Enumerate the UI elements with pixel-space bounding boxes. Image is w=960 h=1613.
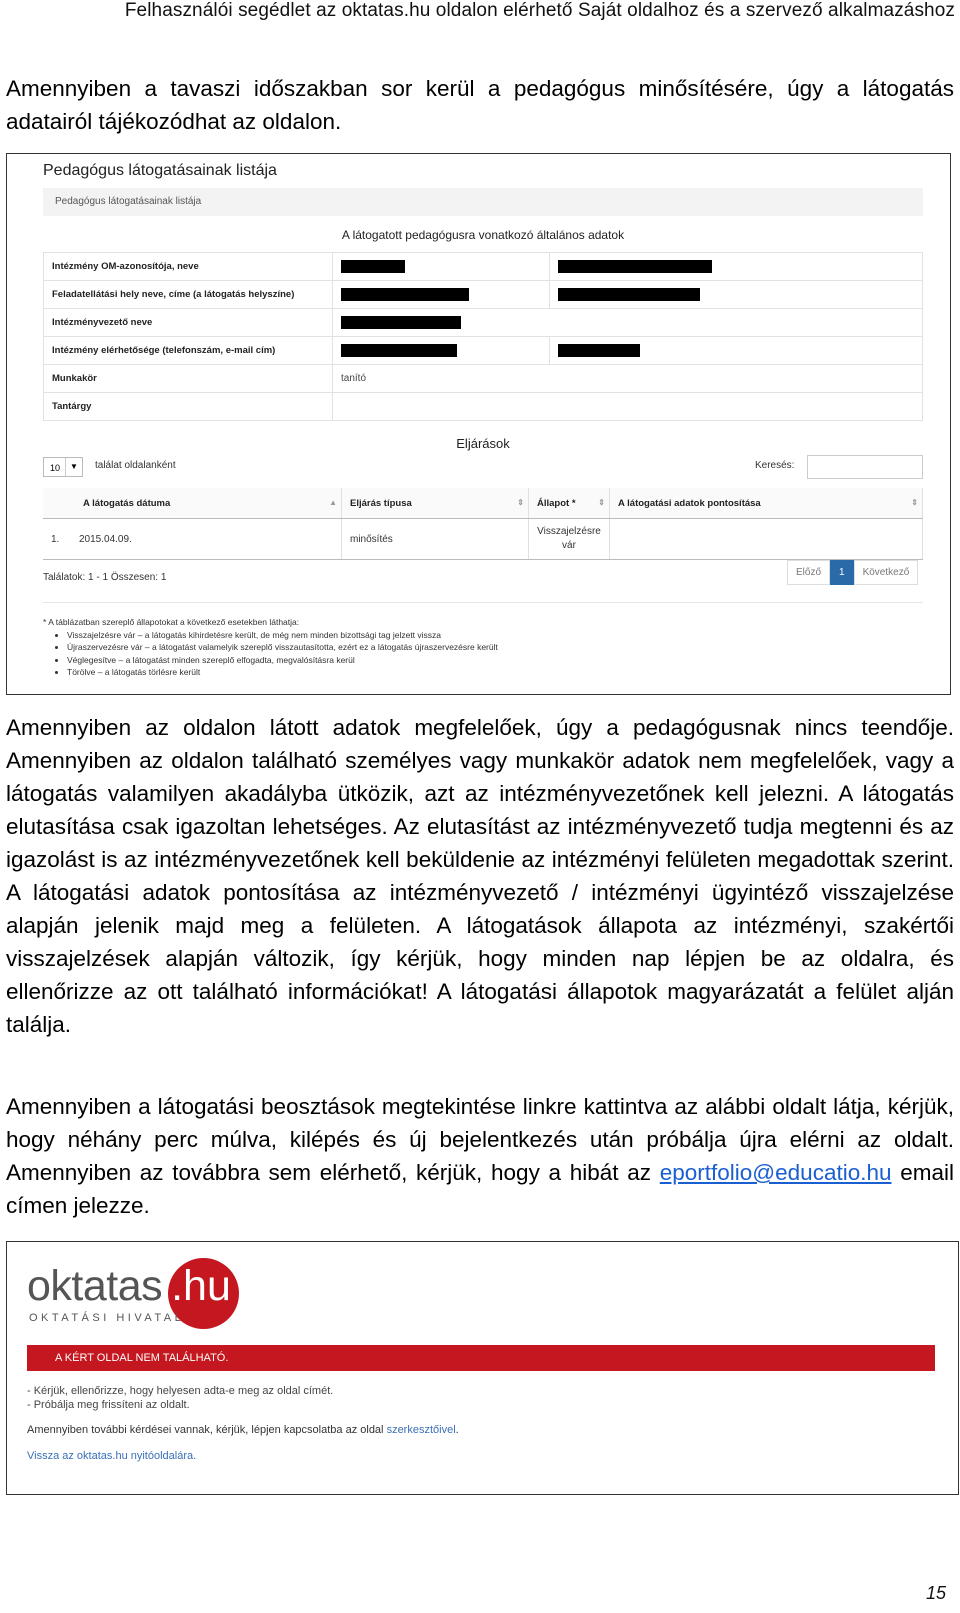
editors-link[interactable]: szerkesztőivel	[386, 1424, 456, 1436]
link-paragraph-text: Amennyiben a látogatási beosztások megtekintése linkre kattintva az alábbi oldalt látja, kérjük, hogy néhány perc múlva, kilépés és új bejelentkezés után próbálja újra elérni az oldalt. Amennyiben az továbbra sem elérhető, kérjük, hogy a hibát az	[6, 1094, 954, 1185]
per-page-value: 10	[50, 463, 61, 473]
logo-text: oktatas	[27, 1262, 163, 1310]
chevron-down-icon: ▼	[65, 458, 82, 476]
table-header-row	[43, 488, 923, 519]
next-button[interactable]: Következő	[854, 560, 919, 585]
table-row	[44, 253, 923, 281]
procedures-heading: Eljárások	[456, 436, 510, 451]
per-page-select[interactable]	[43, 457, 83, 477]
running-header: Felhasználói segédlet az oktatas.hu oldalon elérhető Saját oldalhoz és a szervező alkalmazáshoz	[124, 0, 955, 21]
redacted-value	[333, 253, 550, 281]
redacted-value	[550, 253, 923, 281]
body-paragraph: Amennyiben az oldalon látott adatok megfelelőek, úgy a pedagógusnak nincs teendője. Amennyiben az oldalon található személyes vagy munkakör adatok nem megfelelőek, vagy a látogatás valamilyen akadályba ütközik, azt az intézményvezetőnek kell jelezni. A látogatás elutasítása csak igazoltan lehetséges. Az elutasítást az intézményvezető tudja megtenni és az igazolást is az intézményvezetőnek kell beküldenie az intézményi felületen megadottak szerint. A látogatási adatok pontosítása az intézményvezető / intézményi ügyintéző visszajelzése alapján jelenik majd meg a felületen. A látogatások állapota az intézményi, szakértői visszajelzések alapján változik, így kérjük, hogy minden nap lépjen be az oldalra, és ellenőrizze az ott található információkat! A látogatási állapotok magyarázatát a felület alján találja.	[6, 715, 954, 1037]
column-header-status[interactable]: Állapot * ⇕	[529, 488, 610, 519]
page-1-button[interactable]: 1	[830, 560, 854, 585]
intro-paragraph: Amennyiben a tavaszi időszakban sor kerül a pedagógus minősítésére, úgy a látogatás adatairól tájékozódhat az oldalon.	[6, 76, 954, 134]
sort-icon: ⇕	[598, 498, 605, 507]
row-label: Feladatellátási hely neve, címe (a látogatás helyszíne)	[44, 281, 333, 309]
section-heading: A látogatott pedagógusra vonatkozó általános adatok	[341, 228, 625, 242]
back-home-link[interactable]: Vissza az oktatas.hu nyitóoldalára.	[27, 1450, 197, 1462]
visits-list-screenshot	[6, 153, 951, 695]
table-row	[43, 519, 923, 560]
page-title: Pedagógus látogatásainak listája	[43, 162, 277, 179]
list-item: - Próbálja meg frissíteni az oldalt.	[27, 1399, 190, 1411]
sort-asc-icon: ▲	[329, 498, 337, 507]
status-cell: Visszajelzésre vár	[529, 519, 610, 560]
search-label: Keresés:	[755, 460, 795, 471]
list-item: - Kérjük, ellenőrizze, hogy helyesen adta-e meg az oldal címét.	[27, 1385, 334, 1397]
not-found-screenshot	[6, 1241, 959, 1495]
list-item: • Véglegesítve – a látogatást minden szereplő elfogadta, megvalósításra kerül	[67, 654, 498, 667]
breadcrumb: Pedagógus látogatásainak listája	[43, 188, 923, 216]
table-row	[44, 393, 923, 421]
redacted-value	[550, 337, 923, 365]
column-header-type[interactable]: Eljárás típusa ⇕	[342, 488, 529, 519]
procedures-table	[43, 488, 923, 560]
notes-header: * A táblázatban szereplő állapotokat a következő esetekben láthatja:	[43, 617, 300, 627]
row-label: Intézmény elérhetősége (telefonszám, e-mail cím)	[44, 337, 333, 365]
error-title: A KÉRT OLDAL NEM TALÁLHATÓ.	[27, 1345, 935, 1371]
prev-button[interactable]: Előző	[787, 560, 830, 585]
row-label: Munkakör	[44, 365, 333, 393]
link-paragraph-after: email címen jelezze.	[6, 1160, 954, 1218]
search-input[interactable]	[807, 455, 923, 479]
row-label: Intézményvezető neve	[44, 309, 333, 337]
table-row	[44, 365, 923, 393]
table-row	[44, 281, 923, 309]
list-item: • Újraszervezésre vár – a látogatást valamelyik szereplő visszautasította, ezért ez a látogatás újraszervezésre került	[67, 641, 498, 654]
error-hints	[27, 1384, 333, 1412]
divider	[43, 602, 923, 603]
contact-text: Amennyiben további kérdései vannak, kérjük, lépjen kapcsolatba az oldal szerkesztőivel.	[27, 1424, 459, 1436]
row-value	[333, 393, 923, 421]
redacted-value	[333, 309, 923, 337]
row-label: Tantárgy	[44, 393, 333, 421]
teacher-data-table	[43, 252, 923, 421]
table-row	[44, 337, 923, 365]
detail-cell	[610, 519, 923, 560]
logo-subtitle: OKTATÁSI HIVATAL	[29, 1312, 185, 1324]
list-item: • Visszajelzésre vár – a látogatás kihirdetésre került, de még nem minden bizottsági tag jelzett vissza	[67, 629, 498, 642]
status-legend	[43, 616, 498, 679]
type-cell: minősítés	[342, 519, 529, 560]
redacted-value	[333, 337, 550, 365]
column-header-detail[interactable]: A látogatási adatok pontosítása ⇕	[610, 488, 923, 519]
row-label: Intézmény OM-azonosítója, neve	[44, 253, 333, 281]
results-count: Találatok: 1 - 1 Összesen: 1	[43, 572, 167, 583]
sort-icon: ⇕	[911, 498, 918, 507]
page-number: 15	[925, 1583, 946, 1603]
sort-icon: ⇕	[517, 498, 524, 507]
column-header-date[interactable]: A látogatás dátuma ▲	[43, 488, 342, 519]
logo-hu: .hu	[171, 1262, 231, 1310]
pagination	[787, 560, 918, 585]
link-paragraph	[6, 1090, 954, 1222]
list-item: • Törölve – a látogatás törlésre került	[67, 666, 498, 679]
table-row	[44, 309, 923, 337]
per-page-label: találat oldalanként	[95, 460, 176, 471]
row-value: tanító	[333, 365, 923, 393]
redacted-value	[333, 281, 550, 309]
redacted-value	[550, 281, 923, 309]
support-email-link[interactable]: eportfolio@educatio.hu	[659, 1160, 892, 1185]
date-cell: 1. 2015.04.09.	[43, 519, 342, 560]
